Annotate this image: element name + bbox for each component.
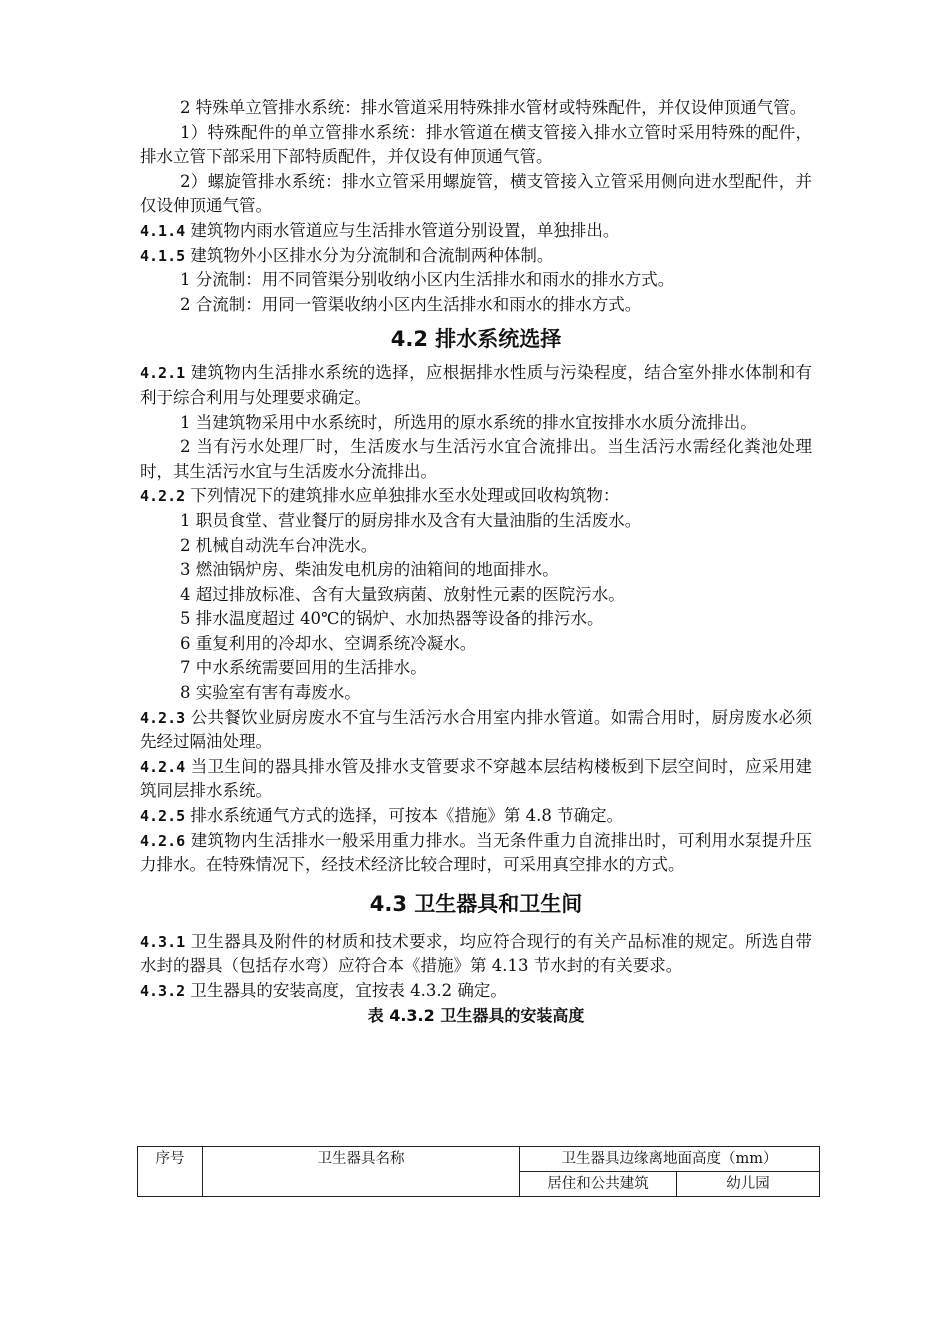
clause-4-2-1 (140, 361, 812, 410)
para-special-fitting: 1）特殊配件的单立管排水系统：排水管道在横支管接入排水立管时采用特殊的配件，排水立管下部采用下部特质配件，并仅设有伸顶通气管。 (140, 122, 812, 167)
clause-number: 4.2.3 (140, 708, 186, 727)
table-header-kindergarten: 幼儿园 (677, 1172, 820, 1197)
clause-text: 卫生器具的安装高度，宜按表 4.3.2 确定。 (190, 981, 507, 1000)
section-heading-4-2: 4.2 排水系统选择 (390, 327, 562, 352)
table-header-height: 卫生器具边缘离地面高度（mm） (520, 1147, 820, 1172)
clause-4-1-5 (140, 244, 812, 269)
para-spiral-pipe: 2）螺旋管排水系统：排水立管采用螺旋管，横支管接入立管采用侧向进水型配件，并仅设伸顶通气管。 (140, 171, 812, 216)
clause-number: 4.2.1 (140, 364, 186, 383)
clause-4-2-2 (140, 484, 812, 509)
section-heading-4-3: 4.3 卫生器具和卫生间 (369, 891, 583, 916)
clause-text: 建筑物内雨水管道应与生活排水管道分别设置，单独排出。 (190, 220, 620, 240)
list-item: 7 中水系统需要回用的生活排水。 (180, 658, 427, 678)
clause-4-3-2 (140, 979, 812, 1004)
list-item: 2 合流制：用同一管渠收纳小区内生活排水和雨水的排水方式。 (180, 294, 642, 314)
clause-text: 建筑物内生活排水一般采用重力排水。当无条件重力自流排出时，可利用水泵提升压力排水。在特殊情况下，经技术经济比较合理时，可采用真空排水的方式。 (140, 830, 812, 875)
clause-number: 4.1.5 (140, 246, 186, 265)
list-item: 1 当建筑物采用中水系统时，所选用的原水系统的排水宜按排水水质分流排出。 (180, 412, 757, 432)
clause-text: 建筑物外小区排水分为分流制和合流制两种体制。 (190, 245, 554, 265)
clause-text: 下列情况下的建筑排水应单独排水至水处理或回收构筑物： (190, 486, 620, 506)
clause-number: 4.2.5 (140, 807, 186, 826)
list-item: 5 排水温度超过 40℃的锅炉、水加热器等设备的排污水。 (180, 609, 604, 629)
table-header-no: 序号 (138, 1147, 203, 1197)
table-header-public: 居住和公共建筑 (520, 1172, 677, 1197)
clause-number: 4.1.4 (140, 221, 186, 240)
table-header-name: 卫生器具名称 (203, 1147, 520, 1197)
clause-4-3-1 (140, 930, 812, 979)
clause-4-2-3 (140, 706, 812, 755)
table-caption: 表 4.3.2 卫生器具的安装高度 (367, 1005, 585, 1025)
document-page (140, 96, 812, 1028)
list-item: 1 分流制：用不同管渠分别收纳小区内生活排水和雨水的排水方式。 (180, 270, 675, 290)
clause-text: 卫生器具及附件的材质和技术要求，均应符合现行的有关产品标准的规定。所选自带水封的器具（包括存水弯）应符合本《措施》第 4.13 节水封的有关要求。 (140, 931, 812, 976)
list-item: 1 职员食堂、营业餐厅的厨房排水及含有大量油脂的生活废水。 (180, 510, 642, 530)
list-item: 6 重复利用的冷却水、空调系统冷凝水。 (180, 633, 477, 653)
clause-number: 4.2.2 (140, 487, 186, 506)
list-item: 2 当有污水处理厂时，生活废水与生活污水宜合流排出。当生活污水需经化粪池处理时，其生活污水宜与生活废水分流排出。 (140, 437, 812, 481)
clause-4-2-6 (140, 829, 812, 878)
para-special-stack: 2 特殊单立管排水系统：排水管道采用特殊排水管材或特殊配件，并仅设伸顶通气管。 (180, 98, 807, 117)
list-item: 3 燃油锅炉房、柴油发电机房的油箱间的地面排水。 (180, 560, 559, 580)
clause-4-2-4 (140, 755, 812, 804)
clause-text: 建筑物内生活排水系统的选择，应根据排水性质与污染程度，结合室外排水体制和有利于综合利用与处理要求确定。 (140, 363, 812, 407)
installation-height-table (137, 1146, 820, 1197)
clause-text: 排水系统通气方式的选择，可按本《措施》第 4.8 节确定。 (190, 806, 624, 826)
list-item: 4 超过排放标准、含有大量致病菌、放射性元素的医院污水。 (180, 584, 625, 604)
clause-number: 4.2.6 (140, 831, 186, 850)
clause-text: 公共餐饮业厨房废水不宜与生活污水合用室内排水管道。如需合用时，厨房废水必须先经过隔油处理。 (140, 707, 812, 752)
clause-4-1-4 (140, 219, 812, 244)
clause-number: 4.3.2 (140, 982, 186, 1000)
clause-text: 当卫生间的器具排水管及排水支管要求不穿越本层结构楼板到下层空间时，应采用建筑同层排水系统。 (140, 756, 812, 801)
clause-number: 4.3.1 (140, 932, 186, 951)
clause-4-2-5 (140, 804, 812, 829)
list-item: 2 机械自动洗车台冲洗水。 (180, 535, 378, 555)
list-item: 8 实验室有害有毒废水。 (180, 683, 361, 703)
clause-number: 4.2.4 (140, 757, 186, 776)
